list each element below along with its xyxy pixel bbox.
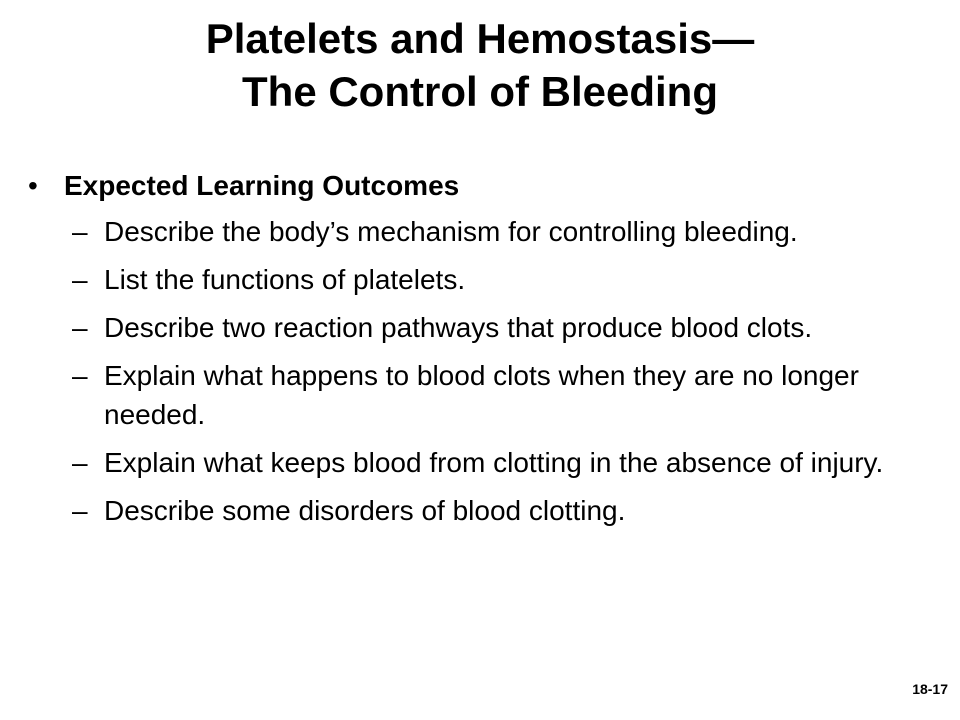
learning-outcomes-list [0,212,960,530]
outcome-item [0,260,960,299]
outcome-item [0,308,960,347]
outcome-text: Explain what keeps blood from clotting in the absence of injury. [104,447,884,478]
dash-marker: – [72,447,88,478]
bullet-item [0,164,960,212]
outcome-text: List the functions of platelets. [104,264,466,295]
outcome-text: Describe the body’s mechanism for controlling bleeding. [104,216,798,247]
dash-marker: – [72,216,88,247]
slide-title-line-1: Platelets and Hemostasis— [205,15,755,62]
outcome-text: Describe two reaction pathways that produce blood clots. [104,312,813,343]
slide-title-line-2: The Control of Bleeding [242,68,718,115]
outcome-item [0,356,960,434]
dash-marker: – [72,312,88,343]
outcome-text: Explain what happens to blood clots when they are no longer needed. [104,360,859,430]
outcome-item [0,212,960,251]
slide-number: 18-17 [912,681,948,697]
outcome-item [0,443,960,482]
dash-marker: – [72,495,88,526]
slide-content [0,164,960,539]
slide-title [0,12,960,118]
dash-marker: – [72,264,88,295]
outcome-text: Describe some disorders of blood clotting. [104,495,626,526]
bullet-heading: Expected Learning Outcomes [64,170,460,201]
outcome-item [0,491,960,530]
dash-marker: – [72,360,88,391]
bullet-marker: • [28,170,38,201]
